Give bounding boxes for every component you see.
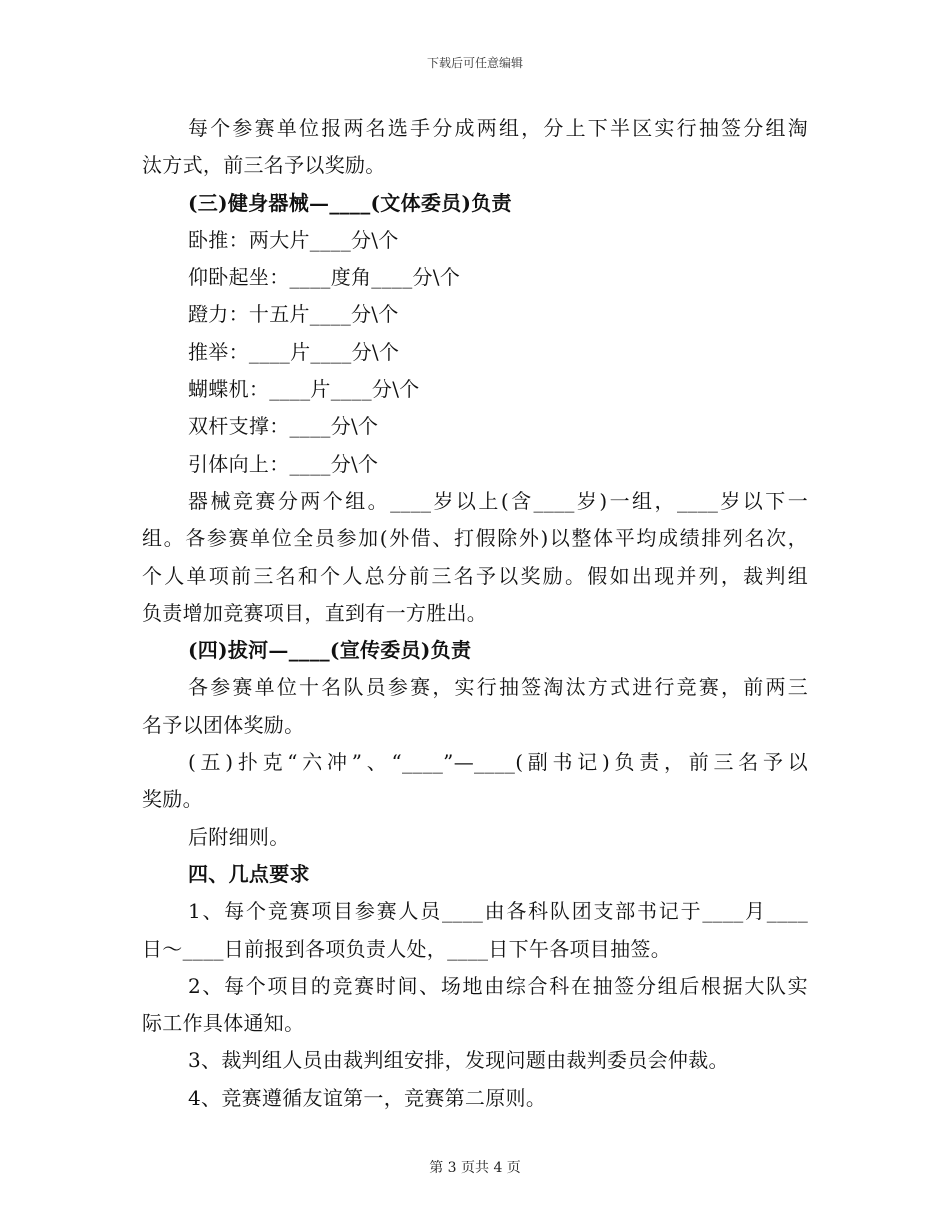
text-line: (五)扑克“六冲”、“____”—____(副书记)负责，前三名予以 xyxy=(188,750,808,775)
text-line: 日～____日前报到各项负责人处，____日下午各项目抽签。 xyxy=(142,936,671,961)
text-line: 负责增加竞赛项目，直到有一方胜出。 xyxy=(142,600,488,625)
text-line: 2、每个项目的竞赛时间、场地由综合科在抽签分组后根据大队实 xyxy=(188,973,808,998)
text-line: 器械竞赛分两个组。____岁以上(含____岁)一组，____岁以下一 xyxy=(188,488,808,513)
document-body xyxy=(142,110,808,1117)
text-line: 卧推：两大片____分\个 xyxy=(188,227,399,252)
text-line: 奖励。 xyxy=(142,787,203,812)
text-line: 个人单项前三名和个人总分前三名予以奖励。假如出现并列，裁判组 xyxy=(142,563,808,588)
section-heading: (四)拔河—____(宣传委员)负责 xyxy=(188,638,472,663)
section-heading: (三)健身器械—____(文体委员)负责 xyxy=(188,190,512,215)
text-line: 际工作具体通知。 xyxy=(142,1011,305,1036)
text-line: 后附细则。 xyxy=(188,824,290,849)
page-footer: 第 3 页共 4 页 xyxy=(429,1160,521,1176)
text-line: 4、竞赛遵循友谊第一，竞赛第二原则。 xyxy=(188,1085,547,1110)
page-header: 下载后可任意编辑 xyxy=(426,56,523,70)
text-line: 双杆支撑：____分\个 xyxy=(188,414,379,439)
text-line: 每个参赛单位报两名选手分成两组，分上下半区实行抽签分组淘 xyxy=(188,116,808,140)
text-line: 蝴蝶机：____片____分\个 xyxy=(188,377,420,402)
section-heading: 四、几点要求 xyxy=(188,861,310,886)
text-line: 3、裁判组人员由裁判组安排，发现问题由裁判委员会仲裁。 xyxy=(188,1048,729,1073)
text-line: 蹬力：十五片____分\个 xyxy=(188,302,399,327)
text-line: 推举：____片____分\个 xyxy=(188,339,400,364)
text-line: 名予以团体奖励。 xyxy=(142,712,305,737)
text-line: 各参赛单位十名队员参赛，实行抽签淘汰方式进行竞赛，前两三 xyxy=(188,675,808,700)
text-line: 引体向上：____分\个 xyxy=(188,451,379,476)
text-line: 仰卧起坐：____度角____分\个 xyxy=(188,265,461,290)
text-line: 1、每个竞赛项目参赛人员____由各科队团支部书记于____月____ xyxy=(188,899,808,924)
text-line: 汰方式，前三名予以奖励。 xyxy=(142,153,386,178)
text-line: 组。各参赛单位全员参加(外借、打假除外)以整体平均成绩排列名次， xyxy=(142,526,808,551)
